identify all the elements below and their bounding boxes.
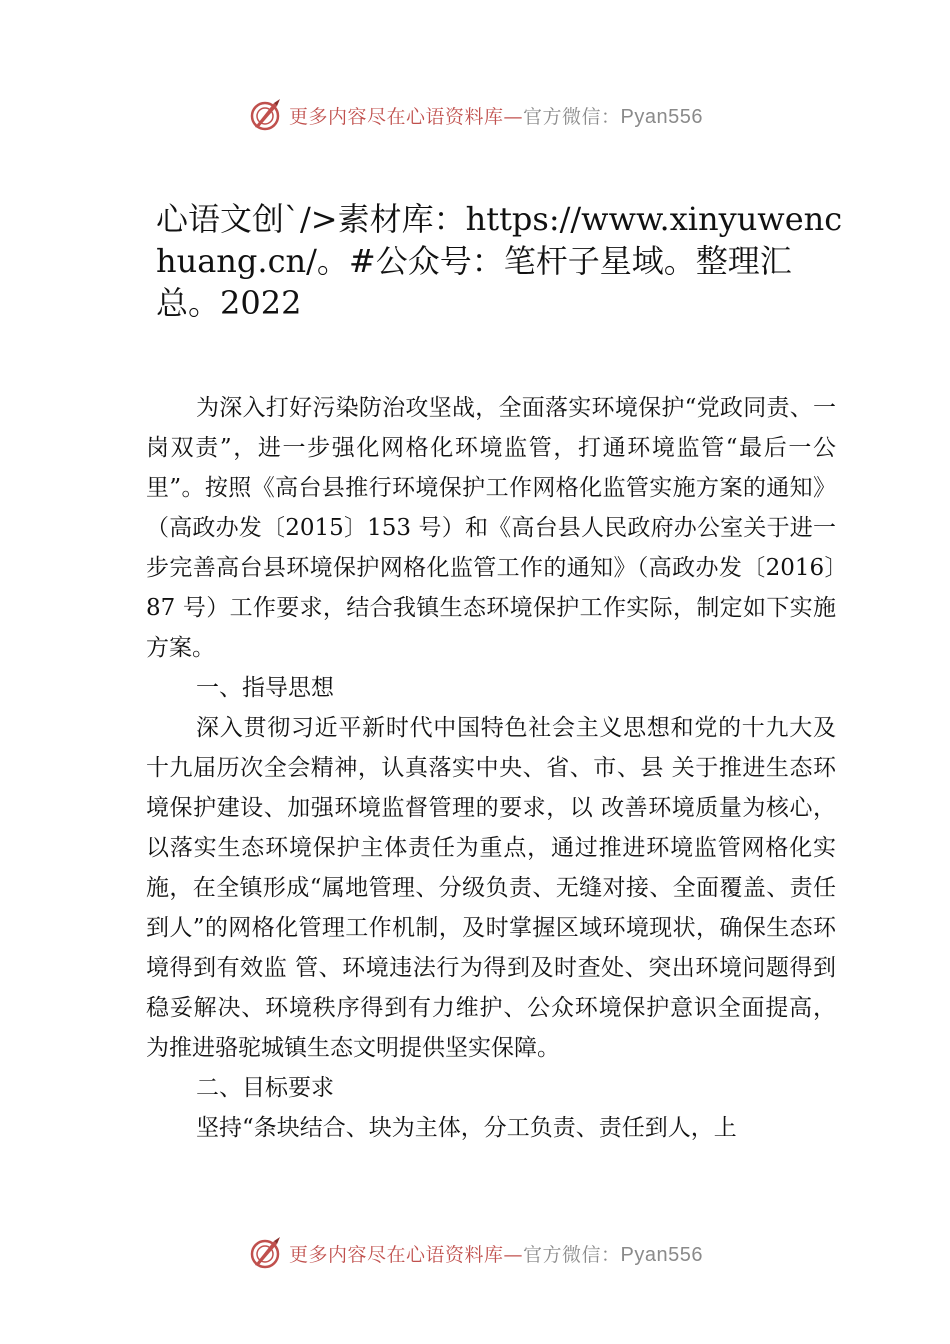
section-heading-2: 二、目标要求 (196, 1075, 334, 1101)
document-header-title: 心语文创`/>素材库：https://www.xinyuwenchuang.cn/。#公众号：笔杆子星域。整理汇总。2022 (156, 200, 843, 322)
paragraph-guiding-ideology: 深入贯彻习近平新时代中国特色社会主义思想和党的十九大及十九届历次全会精神，认真落实中央、省、市、县 关于推进生态环境保护建设、加强环境监督管理的要求，以 改善环境质量为核心，以落实生态环境保护主体责任为重点，通过推进环境监管网格化实施，在全镇形成“属地管理、分级负责、无缝对接、全面覆盖、责任到人”的网格化管理工作机制，及时掌握区域环境现状，确保生态环境得到有效监 管、环境违法行为得到及时查处、突出环境问题得到稳妥解决、环境秩序得到有力维护、公众环境保护意识全面提高， 为推进骆驼城镇生态文明提供坚实保障。 (146, 715, 836, 1061)
banner-text: 更多内容尽在心语资料库—官方微信：Pyan556 (289, 1243, 703, 1266)
wechat-id: Pyan556 (620, 1243, 703, 1266)
quill-seal-icon (247, 97, 283, 133)
paragraph-target-requirements: 坚持“条块结合、块为主体，分工负责、责任到人，上 (196, 1115, 737, 1141)
quill-seal-icon (247, 1235, 283, 1271)
section-heading-1: 一、指导思想 (196, 675, 334, 701)
wechat-id: Pyan556 (620, 105, 703, 128)
footer-banner (0, 1233, 950, 1273)
paragraph-intro: 为深入打好污染防治攻坚战，全面落实环境保护“党政同责、一岗双责”，进一步强化网格化环境监管，打通环境监管“最后一公里”。按照《高台县推行环境保护工作网格化监管实施方案的通知》（高政办发〔2015〕153 号）和《高台县人民政府办公室关于进一步完善高台县环境保护网格化监管工作的通知》（高政办发〔2016〕87 号）工作要求，结合我镇生态环境保护工作实际，制定如下实施方案。 (146, 395, 836, 661)
header-banner (0, 95, 950, 135)
document-body (146, 388, 836, 1148)
banner-text: 更多内容尽在心语资料库—官方微信：Pyan556 (289, 105, 703, 128)
